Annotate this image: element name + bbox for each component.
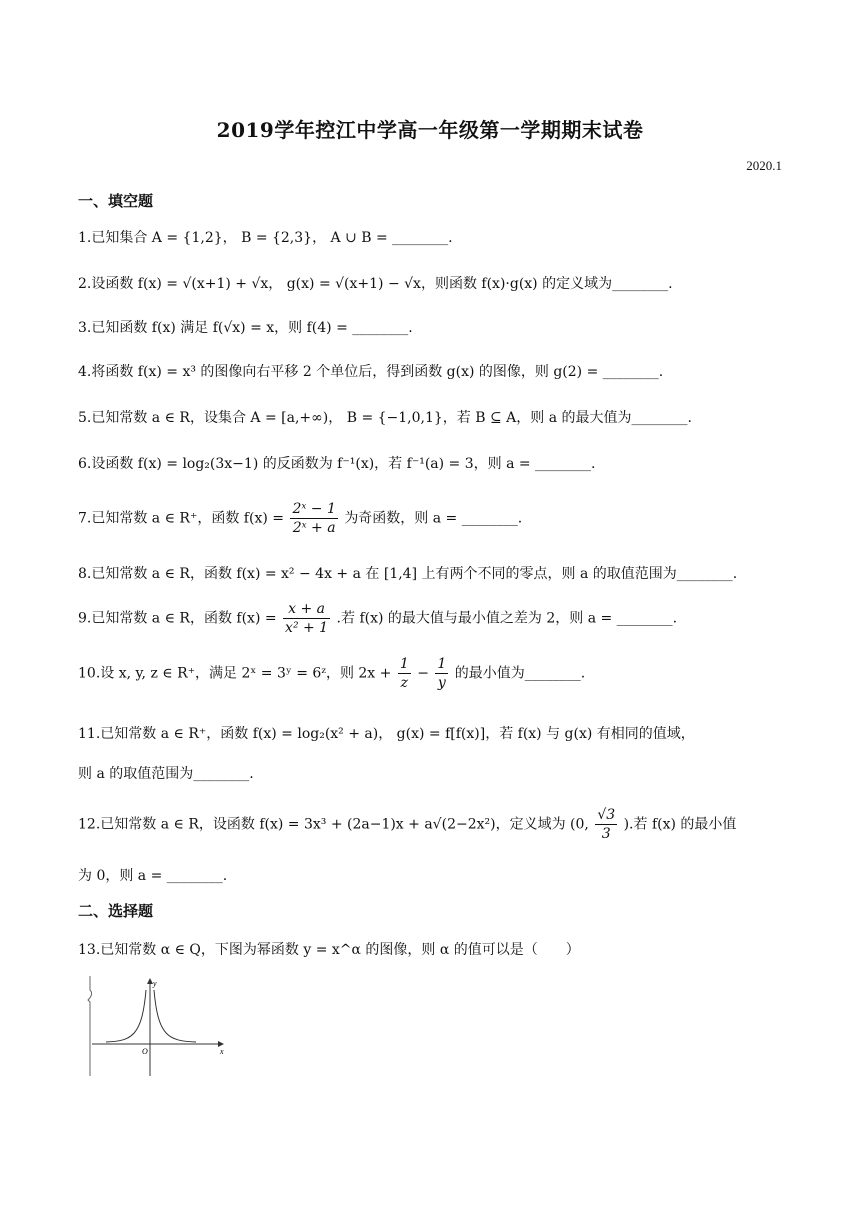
question-9-denominator: x² + 1: [285, 620, 329, 636]
question-12-numerator: √3: [597, 807, 616, 823]
question-10: [78, 655, 788, 692]
question-12-line-1: [78, 806, 788, 843]
question-9-numerator: x + a: [283, 600, 330, 619]
question-9-fraction: [283, 600, 330, 637]
graph-curve-left: [106, 990, 146, 1042]
question-12-fraction: [595, 806, 617, 843]
question-5: 5.已知常数 a ∈ R，设集合 A = [a,+∞)， B = {−1,0,1}，若 B ⊆ A，则 a 的最大值为________.: [78, 410, 692, 426]
question-10-fraction-2: [435, 655, 448, 692]
question-4: 4.将函数 f(x) = x³ 的图像向右平移 2 个单位后，得到函数 g(x) 的图像，则 g(2) = ________.: [78, 364, 664, 380]
question-10-prefix: 10.设 x, y, z ∈ R⁺，满足 2ˣ = 3ʸ = 6ᶻ，则 2x +: [78, 665, 392, 682]
graph-curve-right: [154, 990, 196, 1042]
power-function-graph: [84, 972, 234, 1082]
question-7-denominator: 2ˣ + a: [292, 520, 336, 536]
question-7-fraction: [290, 500, 337, 537]
question-6: 6.设函数 f(x) = log₂(3x−1) 的反函数为 f⁻¹(x)，若 f⁻¹(a) = 3，则 a = ________.: [78, 456, 596, 472]
question-7-prefix: 7.已知常数 a ∈ R⁺，函数 f(x) =: [78, 510, 284, 527]
question-11-line-2: 则 a 的取值范围为________.: [78, 766, 254, 782]
question-12-line-2: 为 0，则 a = ________.: [78, 868, 228, 884]
question-10-fraction-2-denominator: y: [437, 675, 446, 691]
question-2: 2.设函数 f(x) = √(x+1) + √x， g(x) = √(x+1) − √x，则函数 f(x)·g(x) 的定义域为________.: [78, 276, 673, 292]
question-10-fraction-1-denominator: z: [400, 675, 408, 691]
graph-origin-label: O: [142, 1047, 148, 1056]
question-7-suffix: 为奇函数，则 a = ________.: [344, 510, 523, 527]
question-8: 8.已知常数 a ∈ R，函数 f(x) = x² − 4x + a 在 [1,4] 上有两个不同的零点，则 a 的取值范围为________.: [78, 566, 738, 582]
graph-y-label: y: [153, 979, 157, 988]
exam-date: 2020.1: [746, 158, 782, 173]
section-multiple-choice: 二、选择题: [78, 902, 154, 920]
question-9-suffix: .若 f(x) 的最大值与最小值之差为 2，则 a = ________.: [336, 610, 678, 627]
section-fill-blank: 一、填空题: [78, 192, 154, 210]
question-13: 13.已知常数 α ∈ Q，下图为幂函数 y = x^α 的图像，则 α 的值可以是（ ）: [78, 942, 580, 958]
question-10-minus: −: [417, 665, 429, 682]
page-title: 2019学年控江中学高一年级第一学期期末试卷: [216, 118, 644, 142]
question-7-numerator: 2ˣ − 1: [292, 501, 336, 517]
question-12-denominator: 3: [601, 826, 611, 842]
question-3: 3.已知函数 f(x) 满足 f(√x) = x，则 f(4) = ________.: [78, 320, 413, 336]
question-10-suffix: 的最小值为________.: [454, 665, 586, 682]
question-12-prefix: 12.已知常数 a ∈ R，设函数 f(x) = 3x³ + (2a−1)x + a√(2−2x²)，定义域为 (0,: [78, 816, 589, 833]
question-10-fraction-1-numerator: 1: [399, 656, 409, 672]
graph-x-label: x: [220, 1047, 224, 1056]
question-10-fraction-2-numerator: 1: [437, 656, 447, 672]
question-9: [78, 600, 788, 637]
question-7: [78, 500, 788, 537]
page-margin-bracket: [88, 976, 92, 1076]
question-11-line-1: 11.已知常数 a ∈ R⁺，函数 f(x) = log₂(x² + a)， g(x) = f[f(x)]，若 f(x) 与 g(x) 有相同的值域，: [78, 726, 695, 742]
question-12-suffix: ).若 f(x) 的最小值: [623, 816, 737, 833]
question-1: 1.已知集合 A = {1,2}， B = {2,3}， A ∪ B = ________.: [78, 230, 453, 246]
question-10-fraction-1: [398, 655, 411, 692]
question-9-prefix: 9.已知常数 a ∈ R，函数 f(x) =: [78, 610, 277, 627]
